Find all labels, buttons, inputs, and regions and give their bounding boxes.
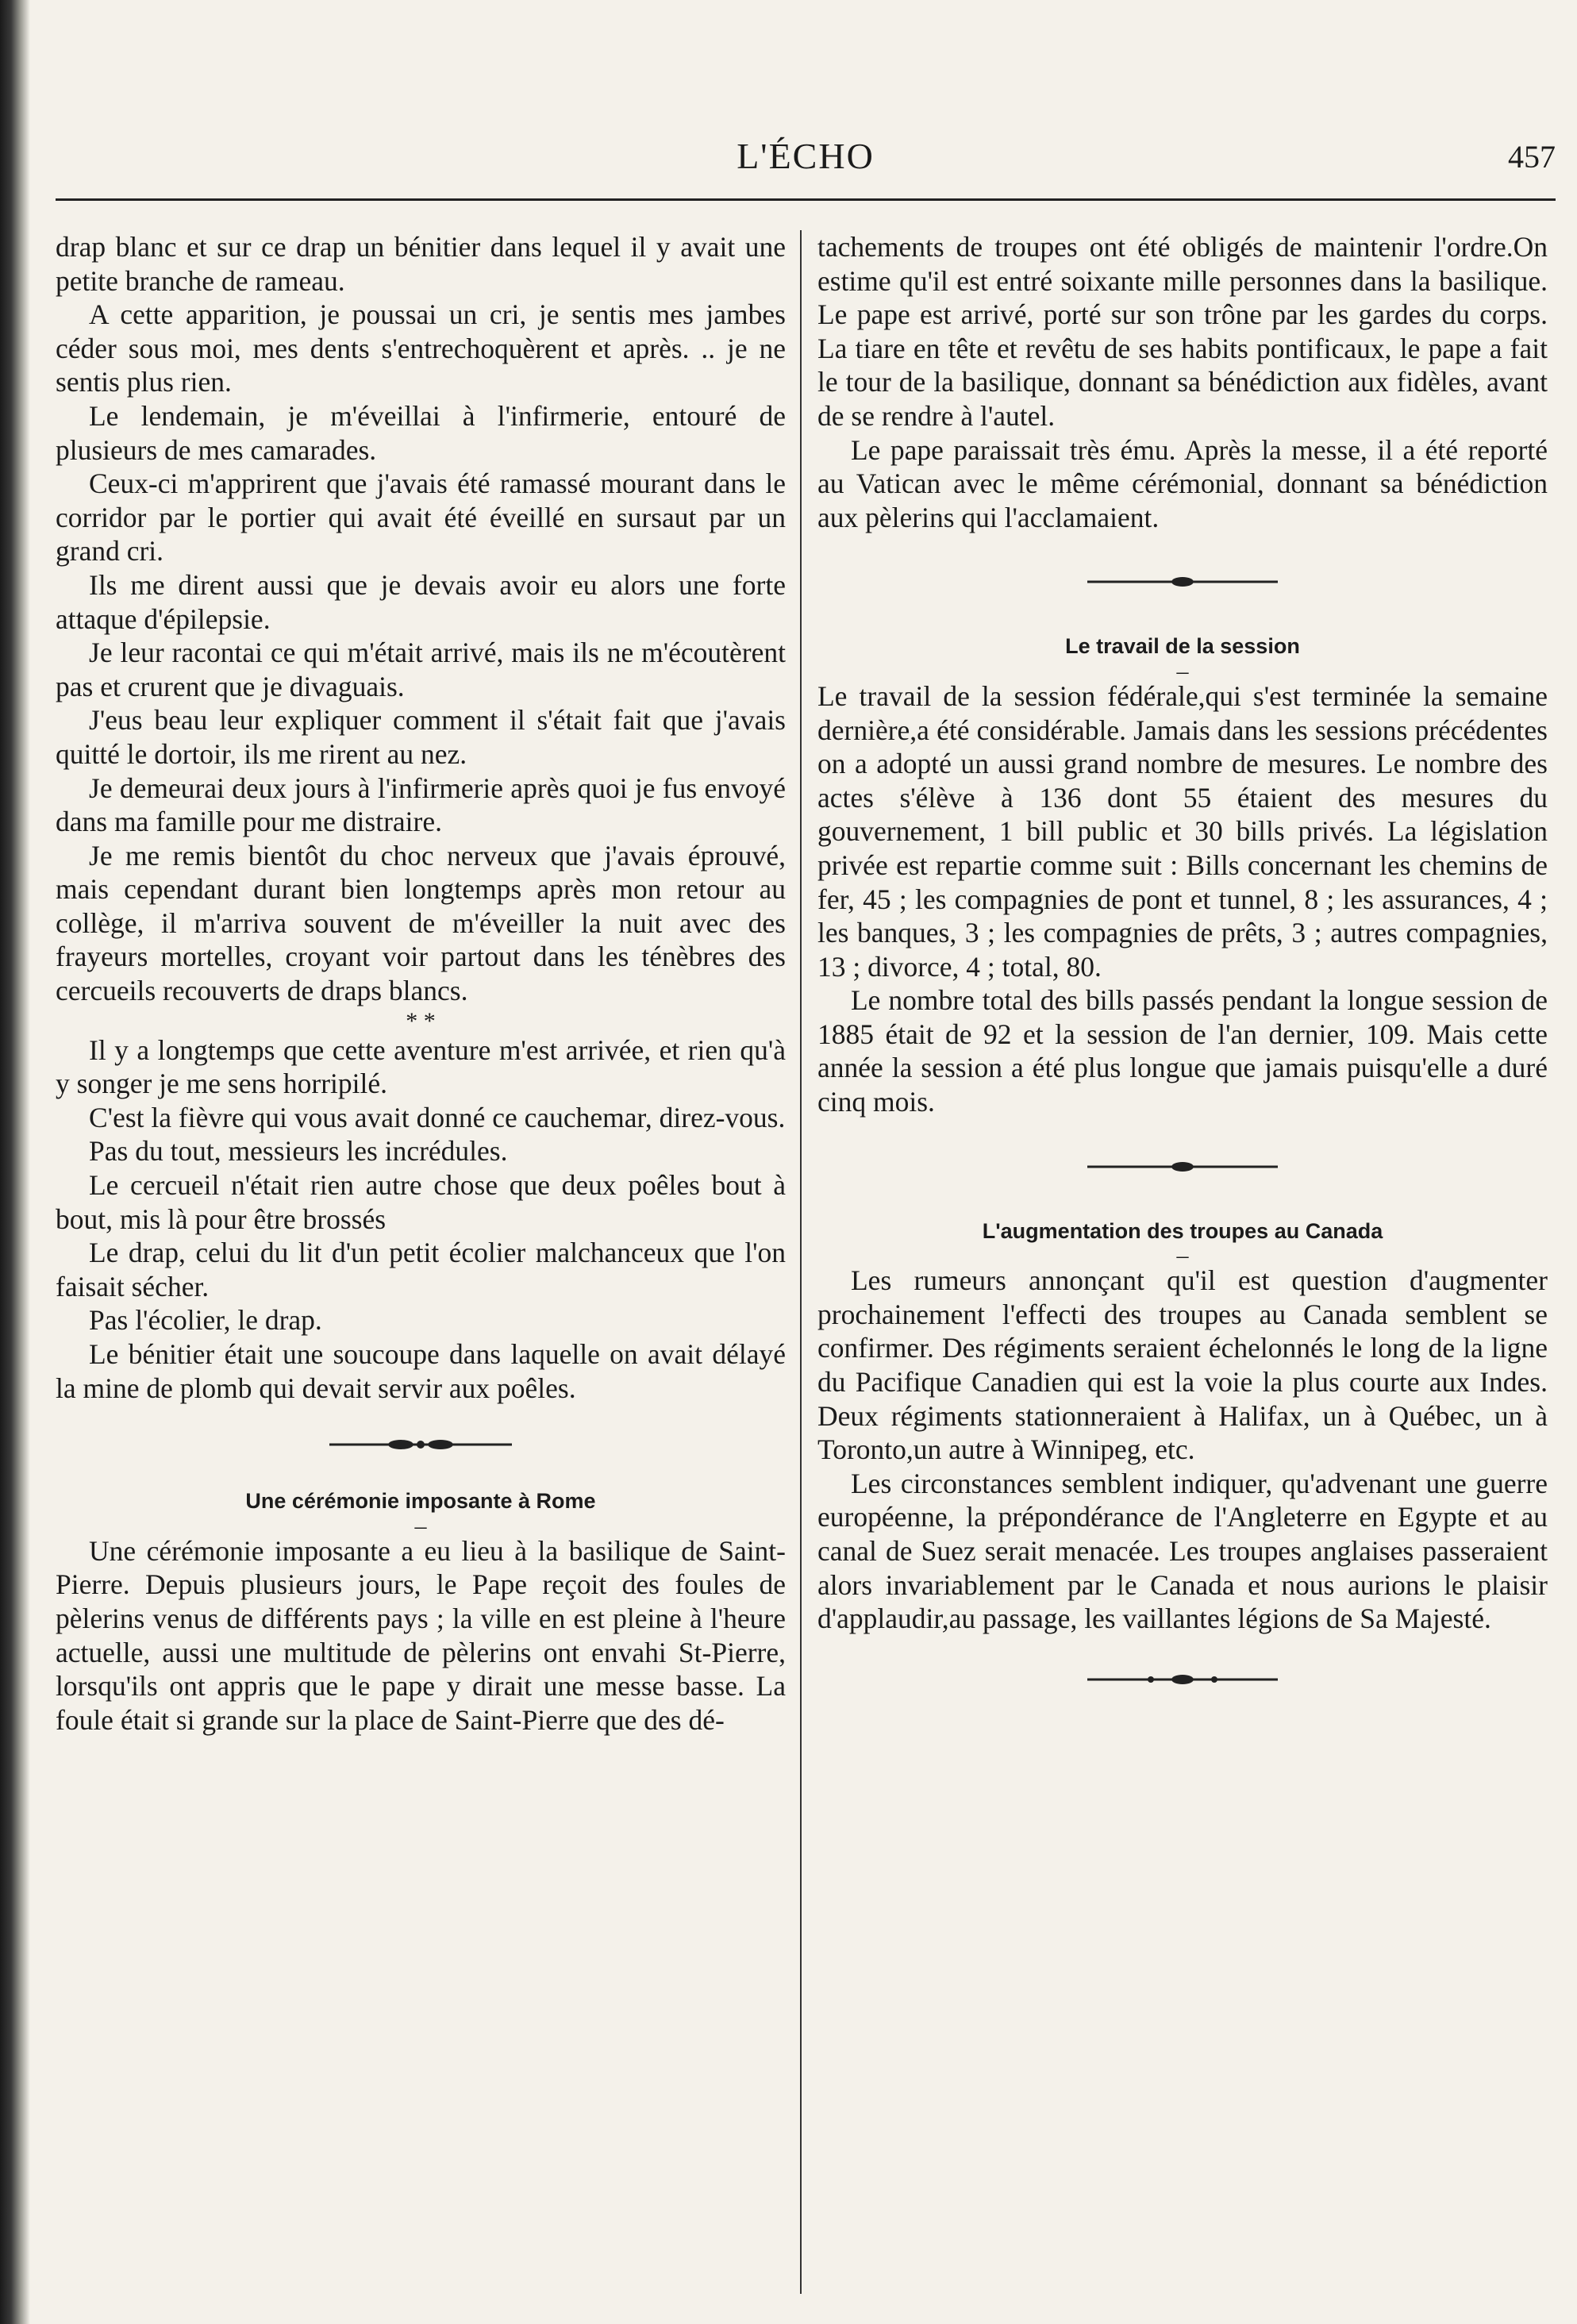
journal-title: L'ÉCHO xyxy=(737,136,875,176)
story-paragraph: Je leur racontai ce qui m'était arrivé, mais ils ne m'écoutèrent pas et crurent que je divaguais. xyxy=(56,637,786,702)
left-column xyxy=(56,230,786,1737)
story-paragraph: Le drap, celui du lit d'un petit écolier malchanceux que l'on faisait sécher. xyxy=(56,1237,786,1302)
story-paragraph: Ils me dirent aussi que je devais avoir eu alors une forte attaque d'épilepsie. xyxy=(56,568,786,635)
rome-paragraph: Le pape paraissait très ému. Après la messe, il a été reporté au Vatican avec le même cérémonial, donnant sa bénédiction aux pèlerins qui l'acclamaient. xyxy=(817,433,1548,533)
article-title-session: Le travail de la session xyxy=(1065,634,1300,659)
ornament-rule-icon xyxy=(1087,574,1278,590)
ornament-rule-icon xyxy=(1087,1159,1278,1175)
header-rule xyxy=(56,198,1556,201)
section-ornament xyxy=(817,1119,1548,1214)
troops-paragraph: Les rumeurs annonçant qu'il est question d'augmenter prochainement l'effecti des troupes au Canada semblent se confirmer. Des régiments seraient échelonnés le long de la ligne du Pacifique Canadien qui est la voie la plus courte aux Indes. Deux régiments stationneraient à Halifax, un à Québec, un à Toronto,un autre à Winnipeg, etc. xyxy=(817,1264,1548,1466)
article-columns xyxy=(56,230,1556,2294)
column-divider xyxy=(800,230,802,2294)
story-paragraph: drap blanc et sur ce drap un bénitier dans lequel il y avait une petite branche de rameau. xyxy=(56,231,786,297)
story-paragraph: Je me remis bientôt du choc nerveux que j'avais éprouvé, mais cependant durant bien longtemps après mon retour au collège, il m'arriva souvent de m'éveiller la nuit avec des frayeurs mortelles, croyant voir partout dans les ténèbres des cercueils recouverts de draps blancs. xyxy=(56,839,786,1007)
story-paragraph: Il y a longtemps que cette aventure m'est arrivée, et rien qu'à y songer je me sens horripilé. xyxy=(56,1033,786,1100)
section-stars: * * xyxy=(406,1007,436,1034)
story-paragraph: Je demeurai deux jours à l'infirmerie après quoi je fus envoyé dans ma famille pour me distraire. xyxy=(56,771,786,838)
newspaper-page xyxy=(56,119,1556,2294)
page-header xyxy=(56,119,1556,190)
story-paragraph: Ceux-ci m'apprirent que j'avais été ramassé mourant dans le corridor par le portier qui avait été éveillé en sursaut par un grand cri. xyxy=(56,467,786,568)
story-paragraph: C'est la fièvre qui vous avait donné ce cauchemar, direz-vous. xyxy=(89,1101,786,1133)
section-ornament xyxy=(56,1405,786,1484)
story-paragraph: Le lendemain, je m'éveillai à l'infirmerie, entouré de plusieurs de mes camarades. xyxy=(56,399,786,466)
story-paragraph: Le bénitier était une soucoupe dans laquelle on avait délayé la mine de plomb qui devait servir aux poêles. xyxy=(56,1338,786,1404)
ornament-rule-icon xyxy=(1087,1672,1278,1687)
article-title-troops: L'augmentation des troupes au Canada xyxy=(982,1218,1383,1243)
page-binding-shadow xyxy=(0,0,30,2324)
ornament-rule-icon xyxy=(329,1437,512,1452)
session-paragraph: Le nombre total des bills passés pendant la longue session de 1885 était de 92 et la session de l'an dernier, 109. Mais cette année la session a été plus longue que jamais puisqu'elle a duré cinq mois. xyxy=(817,984,1548,1118)
page-number: 457 xyxy=(1508,139,1556,175)
rome-paragraph: tachements de troupes ont été obligés de maintenir l'ordre.On estime qu'il est entré soixante mille personnes dans la basilique. Le pape est arrivé, porté sur son trône par les gardes du corps. La tiare en tête et revêtu de ses habits pontificaux, le pape a fait le tour de la basilique, donnant sa bénédiction aux fidèles, avant de se rendre à l'autel. xyxy=(817,231,1548,432)
title-dash: – xyxy=(1176,657,1189,684)
story-paragraph: A cette apparition, je poussai un cri, je sentis mes jambes céder sous moi, mes dents s'entrechoquèrent et après. .. je ne sentis plus rien. xyxy=(56,298,786,398)
story-paragraph: Le cercueil n'était rien autre chose que deux poêles bout à bout, mis là pour être brossés xyxy=(56,1169,786,1235)
story-paragraph: Pas du tout, messieurs les incrédules. xyxy=(89,1135,508,1168)
title-dash: – xyxy=(1176,1242,1189,1269)
story-paragraph: Pas l'écolier, le drap. xyxy=(89,1304,322,1337)
title-dash: – xyxy=(414,1512,427,1539)
section-ornament xyxy=(817,1636,1548,1723)
article-paragraph: Une cérémonie imposante a eu lieu à la basilique de Saint-Pierre. Depuis plusieurs jours, le Pape reçoit des foules de pèlerins venus de différents pays ; la ville en est pleine à l'heure actuelle, aussi une multitude de pèlerins ont envahi St-Pierre, lorsqu'ils ont appris que le pape y dirait une messe basse. La foule était si grande sur la place de Saint-Pierre que des dé- xyxy=(56,1534,786,1736)
session-paragraph: Le travail de la session fédérale,qui s'est terminée la semaine dernière,a été considérable. Jamais dans les sessions précédentes on a adopté un aussi grand nombre de mesures. Le nombre des actes s'élève à 136 dont 55 étaient des mesures du gouvernement, 1 bill public et 30 bills privés. La législation privée est repartie comme suit : Bills concernant les chemins de fer, 45 ; les compagnies de pont et tunnel, 8 ; les assurances, 4 ; les banques, 3 ; les compagnies de prêts, 3 ; autres compagnies, 13 ; divorce, 4 ; total, 80. xyxy=(817,679,1548,983)
troops-paragraph: Les circonstances semblent indiquer, qu'advenant une guerre européenne, la prépondérance de l'Angleterre en Egypte et au canal de Suez serait menacée. Les troupes anglaises passeraient alors invariablement par le Canada et nous aurions le plaisir d'applaudir,au passage, les vaillantes légions de Sa Majesté. xyxy=(817,1467,1548,1635)
article-title-rome: Une cérémonie imposante à Rome xyxy=(245,1489,596,1514)
section-ornament xyxy=(817,534,1548,629)
story-paragraph: J'eus beau leur expliquer comment il s'était fait que j'avais quitté le dortoir, ils me rirent au nez. xyxy=(56,704,786,770)
right-column xyxy=(817,230,1548,1723)
